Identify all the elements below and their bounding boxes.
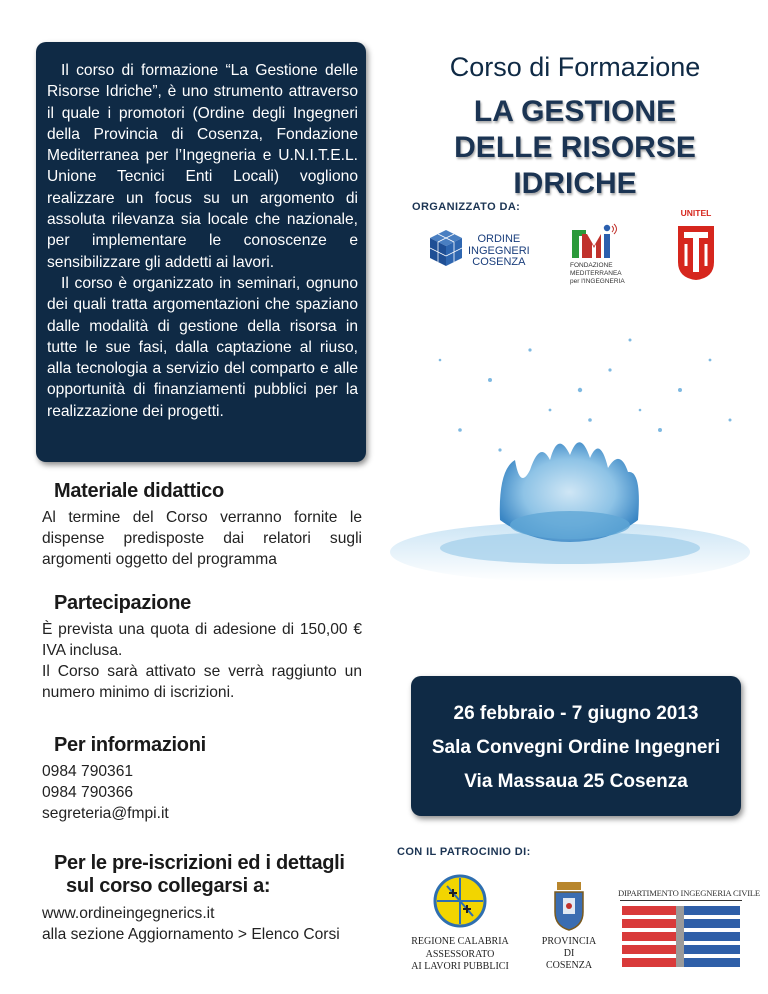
partecipazione-attivazione: Il Corso sarà attivato se verrà raggiunto un numero minimo di iscrizioni. (42, 663, 362, 701)
cube-logo-icon (428, 228, 464, 268)
fmi-line-2: MEDITERRANEA (570, 270, 622, 277)
regione-line-3: AI LAVORI PUBBLICI (411, 961, 509, 972)
event-venue: Sala Convegni Ordine Ingegneri (431, 737, 721, 758)
preiscrizioni-section (42, 852, 362, 945)
partecipazione-body (42, 619, 362, 703)
preiscrizioni-title-line-1: Per le pre-iscrizioni ed i dettagli (54, 852, 345, 874)
materiale-title: Materiale didattico (54, 480, 224, 502)
fmi-mark-icon (570, 222, 618, 260)
provincia-line-1: PROVINCIA (541, 936, 597, 947)
unitel-shield-icon (676, 222, 716, 282)
materiale-body: Al termine del Corso verranno fornite le dispense predisposte dai relatori sugli argomenti oggetto del programma (42, 509, 362, 568)
website-path: alla sezione Aggiornamento > Elenco Corsi (42, 926, 340, 943)
ordine-line-3: COSENZA (472, 256, 526, 268)
fondazione-mediterranea-logo (568, 222, 648, 292)
regione-emblem-icon (433, 870, 487, 932)
unitel-text: UNITEL (680, 208, 712, 218)
website-link[interactable]: www.ordineingegnerics.it (42, 905, 215, 922)
partecipazione-quota: È prevista una quota di adesione di 150,00 € IVA inclusa. (42, 621, 362, 659)
intro-paragraph-2: Il corso è organizzato in seminari, ognuno dei quali tratta argomentazioni che spaziano dalle modalità di gestione della risorsa in tutte le sue fasi, dalla captazione al riuso, alla tecnologia a servizio del comparto e alle opportunità di finanziamenti pubblici per la realizzazione dei progetti. (47, 274, 358, 420)
phone-1: 0984 790361 (42, 763, 134, 780)
intro-paragraph-1: Il corso di formazione “La Gestione delle Risorse Idriche”, è uno strumento attraverso il quale i promotori (Ordine degli Ingegneri della Provincia di Cosenza, Fondazione Mediterranea per l’Ingegneria e U.N.I.T.E.L. Unione Tecnici Enti Locali) vogliono realizzare un focus su un argomento di assoluta rilevanza sia locale che nazionale, per implementare le conoscenze e sensibilizzare gli addetti ai lavori. (47, 62, 358, 271)
unitel-logo (672, 208, 720, 290)
main-title (400, 94, 750, 202)
patrons-label: CON IL PATROCINIO DI: (397, 846, 531, 858)
partecipazione-section (42, 592, 362, 703)
regione-line-2: ASSESSORATO (425, 948, 495, 960)
regione-text (405, 936, 515, 974)
ordine-ingegneri-logo (428, 228, 548, 278)
preiscrizioni-body (42, 903, 362, 945)
informazioni-title: Per informazioni (54, 734, 206, 756)
materiale-section (42, 480, 362, 570)
provincia-coat-of-arms-icon (549, 880, 589, 932)
email-link[interactable]: segreteria@fmpi.it (42, 805, 169, 822)
ordine-line-1: ORDINE (477, 233, 521, 245)
dipartimento-text: DIPARTIMENTO INGEGNERIA CIVILE (618, 888, 760, 898)
event-address: Via Massaua 25 Cosenza (464, 771, 688, 792)
partecipazione-title: Partecipazione (54, 592, 191, 614)
phone-2: 0984 790366 (42, 784, 134, 801)
regione-calabria-logo (405, 868, 515, 978)
provincia-text (535, 936, 603, 972)
preiscrizioni-title-line-2: sul corso collegarsi a: (66, 875, 271, 897)
fmi-line-1: FONDAZIONE (570, 262, 613, 269)
fmi-line-3: per l'INGEGNERIA (570, 278, 625, 285)
main-title-line-1: LA GESTIONE (473, 95, 677, 128)
dipartimento-mark-icon (620, 900, 742, 976)
regione-line-1: REGIONE CALABRIA (411, 936, 509, 947)
informazioni-section (42, 734, 362, 824)
provincia-line-3: COSENZA (545, 960, 593, 971)
event-dates: 26 febbraio - 7 giugno 2013 (453, 703, 699, 724)
informazioni-body (42, 761, 362, 824)
provincia-cosenza-logo (535, 880, 603, 980)
fmi-text (570, 262, 625, 286)
preiscrizioni-title (54, 852, 362, 898)
ordine-text (468, 234, 530, 269)
dipartimento-ingegneria-logo (618, 888, 760, 978)
course-label: Corso di Formazione (449, 52, 701, 82)
provincia-line-2: DI (563, 948, 575, 959)
organizers-label: ORGANIZZATO DA: (412, 201, 521, 213)
main-title-line-2: DELLE RISORSE IDRICHE (454, 131, 696, 200)
water-splash-illustration (380, 320, 760, 630)
ordine-line-2: INGEGNERI (468, 244, 530, 257)
intro-text (47, 60, 358, 422)
